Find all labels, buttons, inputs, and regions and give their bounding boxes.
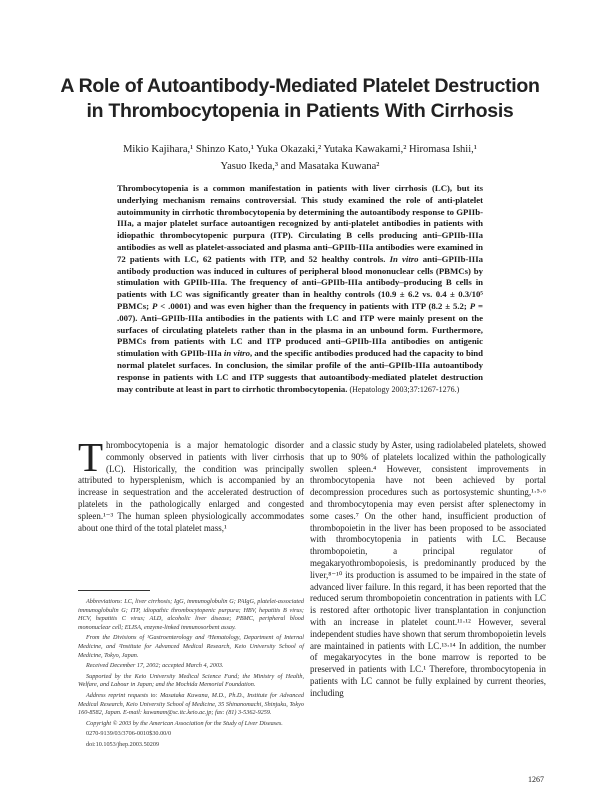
footnote-affiliations: From the Divisions of ¹Gastroenterology and ³Hematology, Department of Internal Medicine, and ²Institute for Advanced Medical Research, Keio University School of Medicine, Tokyo, Japan. xyxy=(78,634,304,659)
footnote-issn: 0270-9139/03/3706-0010$30.00/0 xyxy=(86,730,172,738)
abstract-part-1: Thrombocytopenia is a common manifestation in patients with liver cirrhosis (LC), but its underlying mechanism remains controversial. This study examined the role of anti-platelet autoimmunity in cirrhotic thrombocytopenia by determining the autoantibody response to GPIIb-IIIa, a major platelet surface autoantigen recognized by anti-platelet antibodies in patients with idiopathic thrombocytopenic purpura (ITP). Circulating B cells producing anti–GPIIb-IIIa antibodies as well as platelet-associated and plasma anti–GPIIb-IIIa antibodies were examined in 72 patients with LC, 62 patients with ITP, and 52 healthy controls. xyxy=(117,183,483,264)
abstract-part-5: , and the specific antibodies produced had the capacity to bind normal platelet surfaces. In conclusion, the similar profile of the anti–GPIIb-IIIa autoantibody response in patients with LC and ITP suggests that autoantibody-mediated platelet destruction may contribute at least in part to cirrhotic thrombocytopenia. xyxy=(117,348,483,394)
abstract-part-3: < .0001) and was even higher than the frequency in patients with ITP (8.2 ± 5.2; xyxy=(157,300,470,311)
abstract-p-2: P xyxy=(469,300,476,311)
author-list xyxy=(60,141,540,175)
abstract-part-4: = .007). Anti–GPIIb-IIIa antibodies in the patients with LC and ITP were mainly present on the surfaces of circulating platelets rather than in the plasma in an unbound form. Furthermore, PBMCs from patients with LC and ITP produced anti–GPIIb-IIIa antibodies on antigenic stimulation with GPIIb-IIIa xyxy=(117,300,483,359)
page-number: 1267 xyxy=(528,775,544,784)
abstract-p-1: P xyxy=(151,300,158,311)
abstract-part-2: anti–GPIIb-IIIa antibody production was induced in cultures of peripheral blood mononuclear cells (PBMCs) by stimulation with GPIIb-IIIa. The frequency of anti–GPIIb-IIIa antibody–producing B cells in patients with LC was significantly greater than in healthy controls (10.9 ± 6.2 vs. 0.4 ± 0.3/10⁵ PBMCs; xyxy=(117,253,483,311)
drop-cap: T xyxy=(78,434,104,480)
footnote-copyright: Copyright © 2003 by the American Association for the Study of Liver Diseases. xyxy=(86,719,283,727)
footnotes xyxy=(78,598,304,752)
footnote-received: Received December 17, 2002; accepted March 4, 2003. xyxy=(86,662,224,670)
abstract xyxy=(117,183,483,395)
article-title xyxy=(40,74,560,124)
abstract-in-vitro-2: in vitro xyxy=(223,348,250,359)
footnote-address: Address reprint requests to: Masataka Kuwana, M.D., Ph.D., Institute for Advanced Medical Research, Keio University School of Medicine, 35 Shinanomachi, Shinjuku, Tokyo 160-8582, Japan. E-mail: kuwanam@sc.itc.keio.ac.jp; fax: (81) 3-5362-9259. xyxy=(78,691,304,717)
authors-line-2: Yasuo Ikeda,³ and Masataka Kuwana² xyxy=(220,161,380,172)
body-column-right xyxy=(310,440,546,700)
footnote-doi: doi:10.1053/jhep.2003.50209 xyxy=(86,740,160,748)
journal-citation: (Hepatology 2003;37:1267-1276.) xyxy=(347,384,460,394)
body-right-text: and a classic study by Aster, using radiolabeled platelets, showed that up to 90% of platelets localized within the pathologically swollen spleen.⁴ However, consistent improvements in thrombocytopenia have not been achieved by portal decompression procedures such as portosystemic shunting,¹·⁵·⁶ and thrombocytopenia may even persist after splenectomy in some cases.⁷ On the other hand, insufficient production of thrombopoietin in the liver has been proposed to be associated with thrombocytopenia in patients with LC. Because thrombopoietin, a principal regulator of megakaryothrombopoiesis, is predominantly produced by the liver,⁸⁻¹⁰ its production is assumed to be impaired in the state of advanced liver failure. In this regard, it has been reported that the reduced serum thrombopoietin concentration in patients with LC is restored after orthotopic liver transplantation in conjunction with an increase in platelet count.¹¹·¹² However, several independent studies have shown that serum thrombopoietin levels are maintained in patients with LC.¹³·¹⁴ In addition, the number of megakaryocytes in the bone marrow is reported to be preserved in patients with LC.¹ Therefore, thrombocytopenia in patients with LC cannot be fully explained by current theories, including xyxy=(310,440,546,698)
footnote-funding: Supported by the Keio University Medical Science Fund; the Ministry of Health, Welfare, and Labour in Japan; and the Mochida Memorial Foundation. xyxy=(78,672,304,689)
body-column-left xyxy=(78,434,304,534)
title-line-1: A Role of Autoantibody-Mediated Platelet Destruction xyxy=(60,75,540,97)
body-left-text: hrombocytopenia is a major hematologic disorder commonly observed in patients with liver cirrhosis (LC). Historically, the condition was principally attributed to hypersplenism, which is accompanied by an increase in sequestration and the accelerated destruction of platelets in the pathologically enlarged and congested spleen.¹⁻³ The human spleen physiologically accommodates about one third of the total platelet mass,¹ xyxy=(78,440,304,533)
authors-line-1: Mikio Kajihara,¹ Shinzo Kato,¹ Yuka Okazaki,² Yutaka Kawakami,² Hiromasa Ishii,¹ xyxy=(123,144,477,155)
footnote-abbreviations: Abbreviations: LC, liver cirrhosis; IgG, immunoglobulin G; PAIgG, platelet-associated immunoglobulin G; ITP, idiopathic thrombocytopenic purpura; HBV, hepatitis B virus; HCV, hepatitis C virus; ALD, alcoholic liver disease; PBMC, peripheral blood mononuclear cell; ELISA, enzyme-linked immunosorbent assay. xyxy=(78,598,304,631)
footnote-divider xyxy=(78,590,150,591)
abstract-in-vitro-1: In vitro xyxy=(389,253,419,264)
title-line-2: in Thrombocytopenia in Patients With Cirrhosis xyxy=(86,100,514,122)
